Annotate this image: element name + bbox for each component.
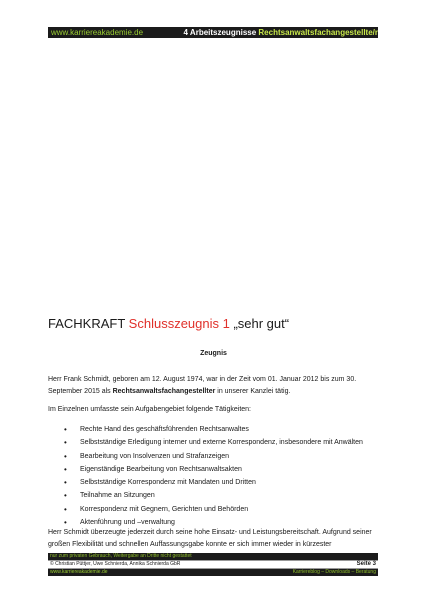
page-header-bar [48, 27, 378, 38]
task-item: • Aktenführung und –verwaltung [64, 516, 363, 529]
task-item: • Selbstständige Korrespondenz mit Mandaten und Dritten [64, 476, 363, 489]
tasks-intro: Im Einzelnen umfasste sein Aufgabengebiet folgende Tätigkeiten: [48, 406, 252, 413]
task-item: • Rechte Hand des geschäftsführenden Rechtsanwaltes [64, 423, 363, 436]
heading-highlight: Schlusszeugnis 1 [128, 316, 230, 331]
footer-notice: nur zum privaten Gebrauch, Weitergabe an Dritte nicht gestattet [50, 553, 192, 559]
intro-paragraph [48, 374, 378, 397]
task-list [64, 423, 363, 529]
page-number: Seite 3 [356, 561, 376, 567]
closing-paragraph: Herr Schmidt überzeugte jederzeit durch seine hohe Einsatz- und Leistungsbereitschaft. Aufgrund seiner großen Flexibilität und schnellen Auffassungsgabe konnte er sich immer wieder in kürzester [48, 529, 372, 548]
footer-copyright-bar [48, 560, 378, 569]
page-footer [48, 553, 378, 576]
header-site-link[interactable]: www.karriereakademie.de [51, 28, 144, 37]
document-title: Zeugnis [200, 350, 227, 357]
heading-prefix: FACHKRAFT [48, 316, 129, 331]
intro-job-title: Rechtsanwaltsfachangestellter [112, 387, 216, 395]
task-item: • Korrespondenz mit Gegnern, Gerichten und Behörden [64, 503, 363, 516]
heading-suffix: „sehr gut“ [229, 316, 290, 331]
footer-site-bar [48, 569, 378, 576]
task-item: • Selbstständige Erledigung interner und externe Korrespondenz, insbesondere mit Anwälten [64, 436, 363, 449]
task-item: • Bearbeitung von Insolvenzen und Strafanzeigen [64, 450, 363, 463]
footer-notice-bar [48, 553, 378, 560]
footer-copyright: © Christian Püttjer, Uwe Schnierda, Annika Schnierda GbR [50, 561, 181, 567]
footer-site-link[interactable]: www.karriereakademie.de [50, 569, 108, 575]
intro-text-after: in unserer Kanzlei tätig. [215, 387, 291, 395]
header-title-accent: Rechtsanwaltsfachangestellte/r [258, 28, 378, 37]
header-title-prefix: 4 Arbeitszeugnisse [183, 28, 259, 37]
task-item: • Teilnahme an Sitzungen [64, 489, 363, 502]
task-item: • Eigenständige Bearbeitung von Rechtsanwaltsakten [64, 463, 363, 476]
header-document-title [184, 27, 378, 38]
section-heading [48, 316, 289, 331]
intro-text-before: Herr Frank Schmidt, geboren am 12. August 1974, war in der Zeit vom 01. Januar 2012 bis zum 30. September 2015 als [48, 376, 357, 395]
footer-tagline: Karriereblog – Downloads – Beratung [292, 569, 376, 575]
